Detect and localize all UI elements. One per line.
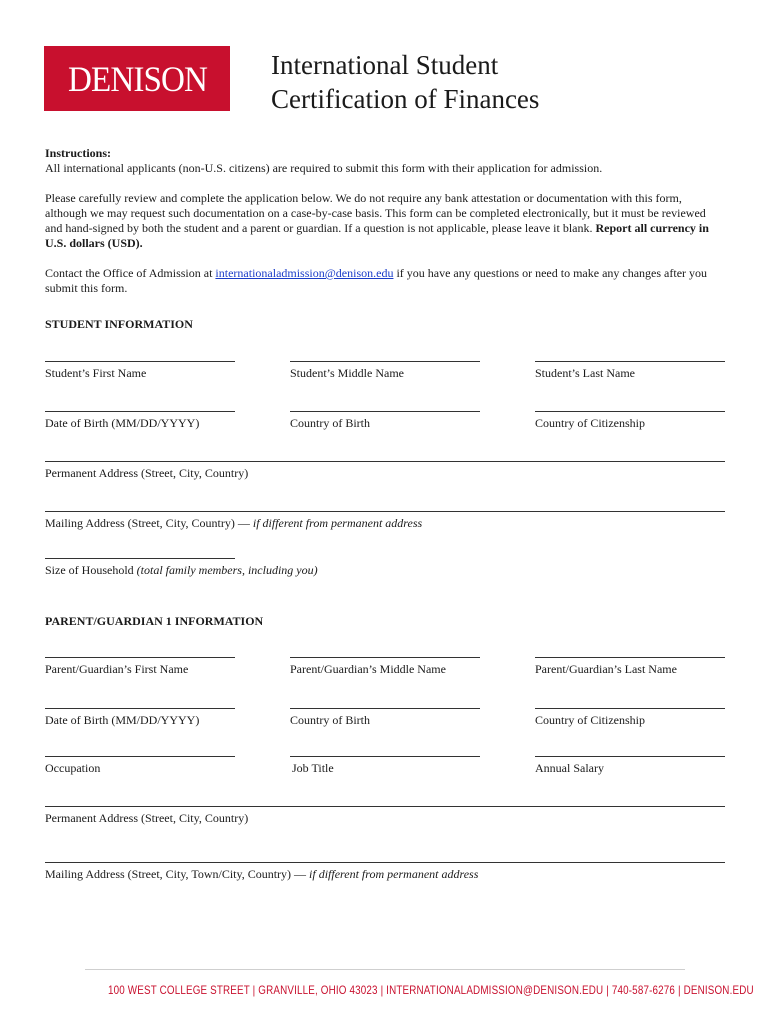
instructions-p3-post: if you have any questions or need to make any changes after you submit this form. [45, 266, 708, 295]
admission-email-link[interactable]: internationaladmission@denison.edu [215, 266, 394, 280]
parent1-mailing-address-note: if different from permanent address [309, 867, 479, 881]
parent1-permanent-address-label: Permanent Address (Street, City, Country) [45, 811, 249, 825]
parent1-country-birth-field[interactable] [290, 708, 480, 728]
logo-text: DENISON [67, 58, 207, 99]
parent1-dob-label: Date of Birth (MM/DD/YYYY) [45, 713, 200, 727]
parent1-salary-label: Annual Salary [535, 761, 604, 775]
household-size-note: (total family members, including you) [136, 563, 318, 577]
parent1-country-birth-label: Country of Birth [290, 713, 370, 727]
student-mailing-address-field[interactable] [45, 511, 725, 531]
parent1-job-title-label: Job Title [292, 761, 334, 775]
parent1-middle-name-label: Parent/Guardian’s Middle Name [290, 662, 446, 676]
instructions-p3-pre: Contact the Office of Admission at [45, 266, 216, 280]
footer-contact: 100 WEST COLLEGE STREET | GRANVILLE, OHIO 43023 | INTERNATIONALADMISSION@DENISON.EDU | 740-587-6276 | DENISON.EDU [108, 983, 754, 997]
student-country-citizenship-field[interactable] [535, 411, 725, 431]
parent1-last-name-field[interactable] [535, 657, 725, 677]
student-mailing-address-text: Mailing Address (Street, City, Country) — [45, 516, 253, 530]
instructions-heading: Instructions: [45, 146, 112, 160]
household-size-field[interactable] [45, 558, 318, 578]
student-last-name-label: Student’s Last Name [535, 366, 635, 380]
title-line-1: International Student [271, 50, 499, 80]
student-country-birth-label: Country of Birth [290, 416, 370, 430]
instructions-p2 [45, 191, 725, 251]
parent1-mailing-address-label [45, 867, 725, 882]
title-line-2: Certification of Finances [271, 84, 540, 114]
parent1-mailing-address-field[interactable] [45, 862, 725, 882]
student-last-name-field[interactable] [535, 361, 725, 381]
parent1-permanent-address-field[interactable] [45, 806, 725, 826]
parent1-first-name-field[interactable] [45, 657, 235, 677]
parent1-occupation-label: Occupation [45, 761, 101, 775]
parent1-middle-name-field[interactable] [290, 657, 480, 677]
household-size-text: Size of Household [45, 563, 137, 577]
parent1-section-heading: PARENT/GUARDIAN 1 INFORMATION [45, 614, 264, 628]
student-dob-field[interactable] [45, 411, 235, 431]
student-permanent-address-label: Permanent Address (Street, City, Country) [45, 466, 249, 480]
student-middle-name-label: Student’s Middle Name [290, 366, 404, 380]
instructions-p2-bold: Report all currency in U.S. dollars (USD). [45, 221, 709, 250]
parent1-last-name-label: Parent/Guardian’s Last Name [535, 662, 677, 676]
parent1-country-citizenship-field[interactable] [535, 708, 725, 728]
student-mailing-address-note: if different from permanent address [252, 516, 423, 530]
parent1-occupation-field[interactable] [45, 756, 235, 776]
student-first-name-label: Student’s First Name [45, 366, 147, 380]
parent1-job-title-field[interactable] [290, 756, 480, 776]
student-permanent-address-field[interactable] [45, 461, 725, 481]
student-country-citizenship-label: Country of Citizenship [535, 416, 645, 430]
parent1-country-citizenship-label: Country of Citizenship [535, 713, 645, 727]
parent1-dob-field[interactable] [45, 708, 235, 728]
instructions-p2-text: Please carefully review and complete the application below. We do not require any bank attestation or documentation with this form, although we may request such documentation on a case-by-case basis. This form can be completed electronically, but it must be reviewed and hand-signed by both the student and a parent or guardian. If a question is not applicable, please leave it blank. [45, 191, 706, 235]
student-first-name-field[interactable] [45, 361, 235, 381]
instructions-p3 [45, 266, 725, 296]
parent1-mailing-address-text: Mailing Address (Street, City, Town/City, Country) — [45, 867, 310, 881]
student-mailing-address-label [45, 516, 725, 531]
parent1-salary-field[interactable] [535, 756, 725, 776]
household-size-label [45, 563, 318, 578]
page-title [271, 48, 539, 116]
denison-logo [44, 46, 230, 111]
instructions [45, 146, 725, 296]
student-section-heading: STUDENT INFORMATION [45, 317, 193, 331]
student-middle-name-field[interactable] [290, 361, 480, 381]
instructions-p1: All international applicants (non-U.S. citizens) are required to submit this form with their application for admission. [45, 161, 603, 175]
parent1-first-name-label: Parent/Guardian’s First Name [45, 662, 189, 676]
student-country-birth-field[interactable] [290, 411, 480, 431]
footer-divider [85, 969, 685, 970]
student-dob-label: Date of Birth (MM/DD/YYYY) [45, 416, 200, 430]
